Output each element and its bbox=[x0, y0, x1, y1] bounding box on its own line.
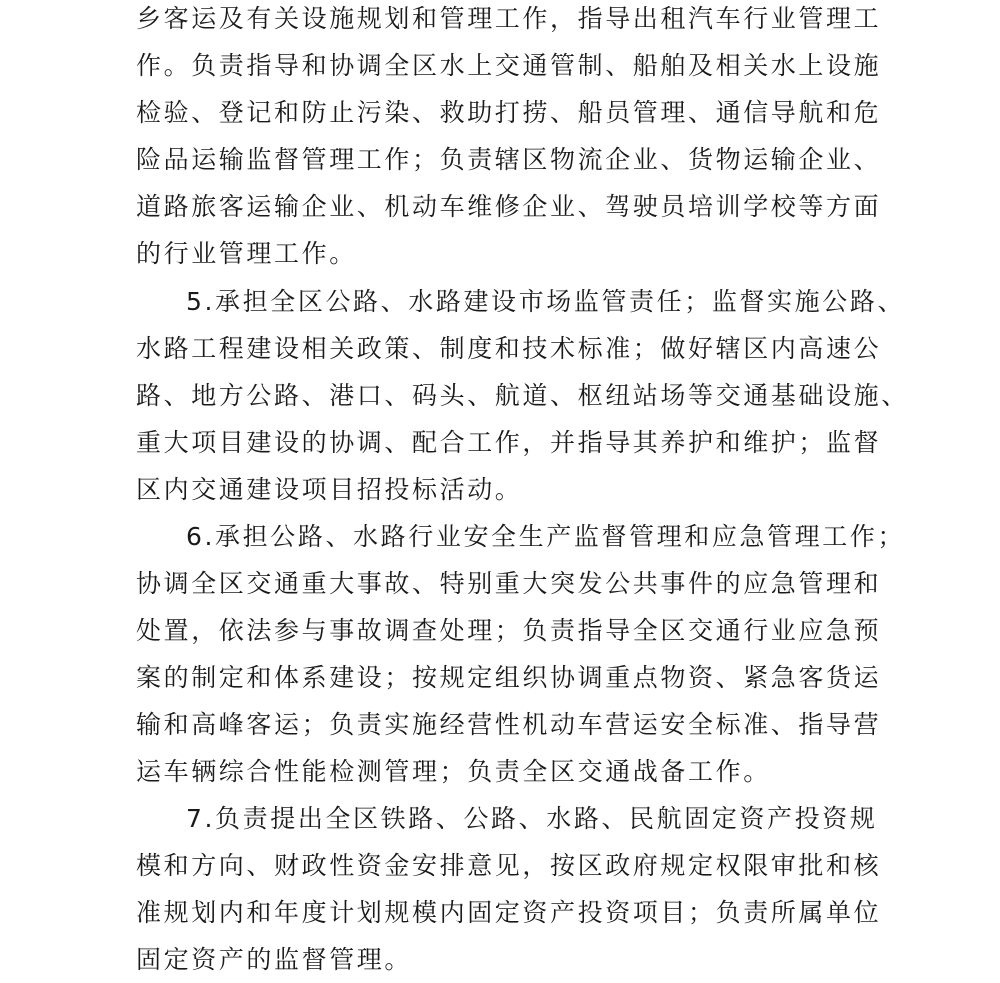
text-line: 案的制定和体系建设；按规定组织协调重点物资、紧急客货运 bbox=[136, 663, 882, 692]
text-line: 协调全区交通重大事故、特别重大突发公共事件的应急管理和 bbox=[136, 569, 882, 598]
text-line: 的行业管理工作。 bbox=[136, 239, 357, 268]
text-line: 处置，依法参与事故调查处理；负责指导全区交通行业应急预 bbox=[136, 616, 882, 645]
text-line: 模和方向、财政性资金安排意见，按区政府规定权限审批和核 bbox=[136, 851, 882, 880]
text-line: 险品运输监督管理工作；负责辖区物流企业、货物运输企业、 bbox=[136, 145, 882, 174]
text-line: 输和高峰客运；负责实施经营性机动车营运安全标准、指导营 bbox=[136, 710, 882, 739]
text-line: 区内交通建设项目招投标活动。 bbox=[136, 475, 523, 504]
text-line: 道路旅客运输企业、机动车维修企业、驾驶员培训学校等方面 bbox=[136, 192, 882, 221]
paragraph-7-first-line: 7.负责提出全区铁路、公路、水路、民航固定资产投资规 bbox=[186, 804, 878, 833]
text-line: 水路工程建设相关政策、制度和技术标准；做好辖区内高速公 bbox=[136, 334, 882, 363]
text-line: 检验、登记和防止污染、救助打捞、船员管理、通信导航和危 bbox=[136, 98, 882, 127]
text-line: 运车辆综合性能检测管理；负责全区交通战备工作。 bbox=[136, 757, 771, 786]
paragraph-5-first-line: 5.承担全区公路、水路建设市场监管责任；监督实施公路、 bbox=[186, 287, 906, 316]
text-line: 作。负责指导和协调全区水上交通管制、船舶及相关水上设施 bbox=[136, 51, 882, 80]
text-line: 固定资产的监督管理。 bbox=[136, 945, 413, 974]
text-line: 准规划内和年度计划规模内固定资产投资项目；负责所属单位 bbox=[136, 898, 882, 927]
text-line: 乡客运及有关设施规划和管理工作，指导出租汽车行业管理工 bbox=[136, 4, 882, 33]
text-line: 路、地方公路、港口、码头、航道、枢纽站场等交通基础设施、 bbox=[136, 381, 909, 410]
paragraph-6-first-line: 6.承担公路、水路行业安全生产监督管理和应急管理工作； bbox=[186, 522, 906, 551]
text-line: 重大项目建设的协调、配合工作，并指导其养护和维护；监督 bbox=[136, 428, 882, 457]
